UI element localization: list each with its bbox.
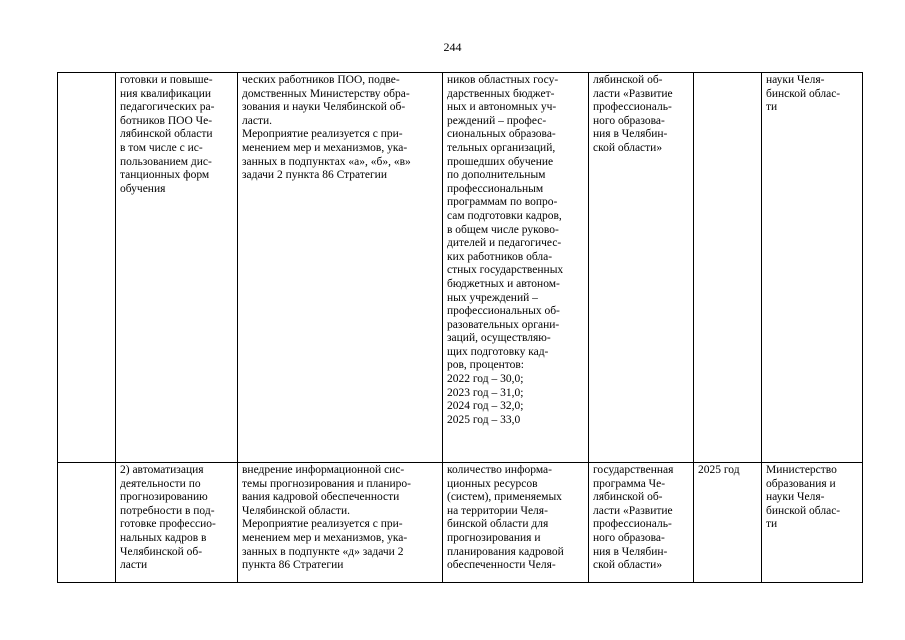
table-row [58, 463, 863, 583]
table-cell-number [58, 463, 116, 583]
table-cell-task: готовки и повыше- ния квалификации педагогических ра- ботников ПОО Че- лябинской области в том числе с ис- пользованием дис- танционных форм обучения [116, 73, 238, 463]
table-row [58, 73, 863, 463]
table-cell-indicator: количество информа- ционных ресурсов (систем), применяемых на территории Челя- бинской области для прогнозирования и планирования кадровой обеспеченности Челя- [443, 463, 589, 583]
table-cell-deadline [694, 73, 762, 463]
table-cell-responsible: науки Челя- бинской облас- ти [762, 73, 863, 463]
table-cell-deadline: 2025 год [694, 463, 762, 583]
measures-table [57, 72, 863, 583]
table-cell-program: государственная программа Че- лябинской об- ласти «Развитие профессиональ- ного образова- ния в Челябин- ской области» [589, 463, 694, 583]
table-cell-measure: ческих работников ПОО, подве- домственных Министерству обра- зования и науки Челябинской об- ласти. Мероприятие реализуется с при- менением мер и механизмов, ука- занных в подпунктах «а», «б», «в» задачи 2 пункта 86 Стратегии [238, 73, 443, 463]
table-cell-indicator: ников областных госу- дарственных бюджет- ных и автономных уч- реждений – профес- сиональных образова- тельных организаций, прошедших обучение по дополнительным профессиональным программам по вопро- сам подготовки кадров, в общем числе руково- дителей и педагогичес- ких работников обла- стных государственных бюджетных и автоном- ных учреждений – профессиональных об- разовательных органи- заций, осуществляю- щих подготовку кад- ров, процентов: 2022 год – 30,0; 2023 год – 31,0; 2024 год – 32,0; 2025 год – 33,0 [443, 73, 589, 463]
table-cell-number [58, 73, 116, 463]
table-cell-measure: внедрение информационной сис- темы прогнозирования и планиро- вания кадровой обеспеченности Челябинской области. Мероприятие реализуется с при- менением мер и механизмов, ука- занных в подпункте «д» задачи 2 пункта 86 Стратегии [238, 463, 443, 583]
page-number: 244 [443, 40, 462, 54]
table-cell-task: 2) автоматизация деятельности по прогнозированию потребности в под- готовке профессио- нальных кадров в Челябинской об- ласти [116, 463, 238, 583]
table-cell-program: лябинской об- ласти «Развитие профессиональ- ного образова- ния в Челябин- ской области» [589, 73, 694, 463]
table-cell-responsible: Министерство образования и науки Челя- бинской облас- ти [762, 463, 863, 583]
